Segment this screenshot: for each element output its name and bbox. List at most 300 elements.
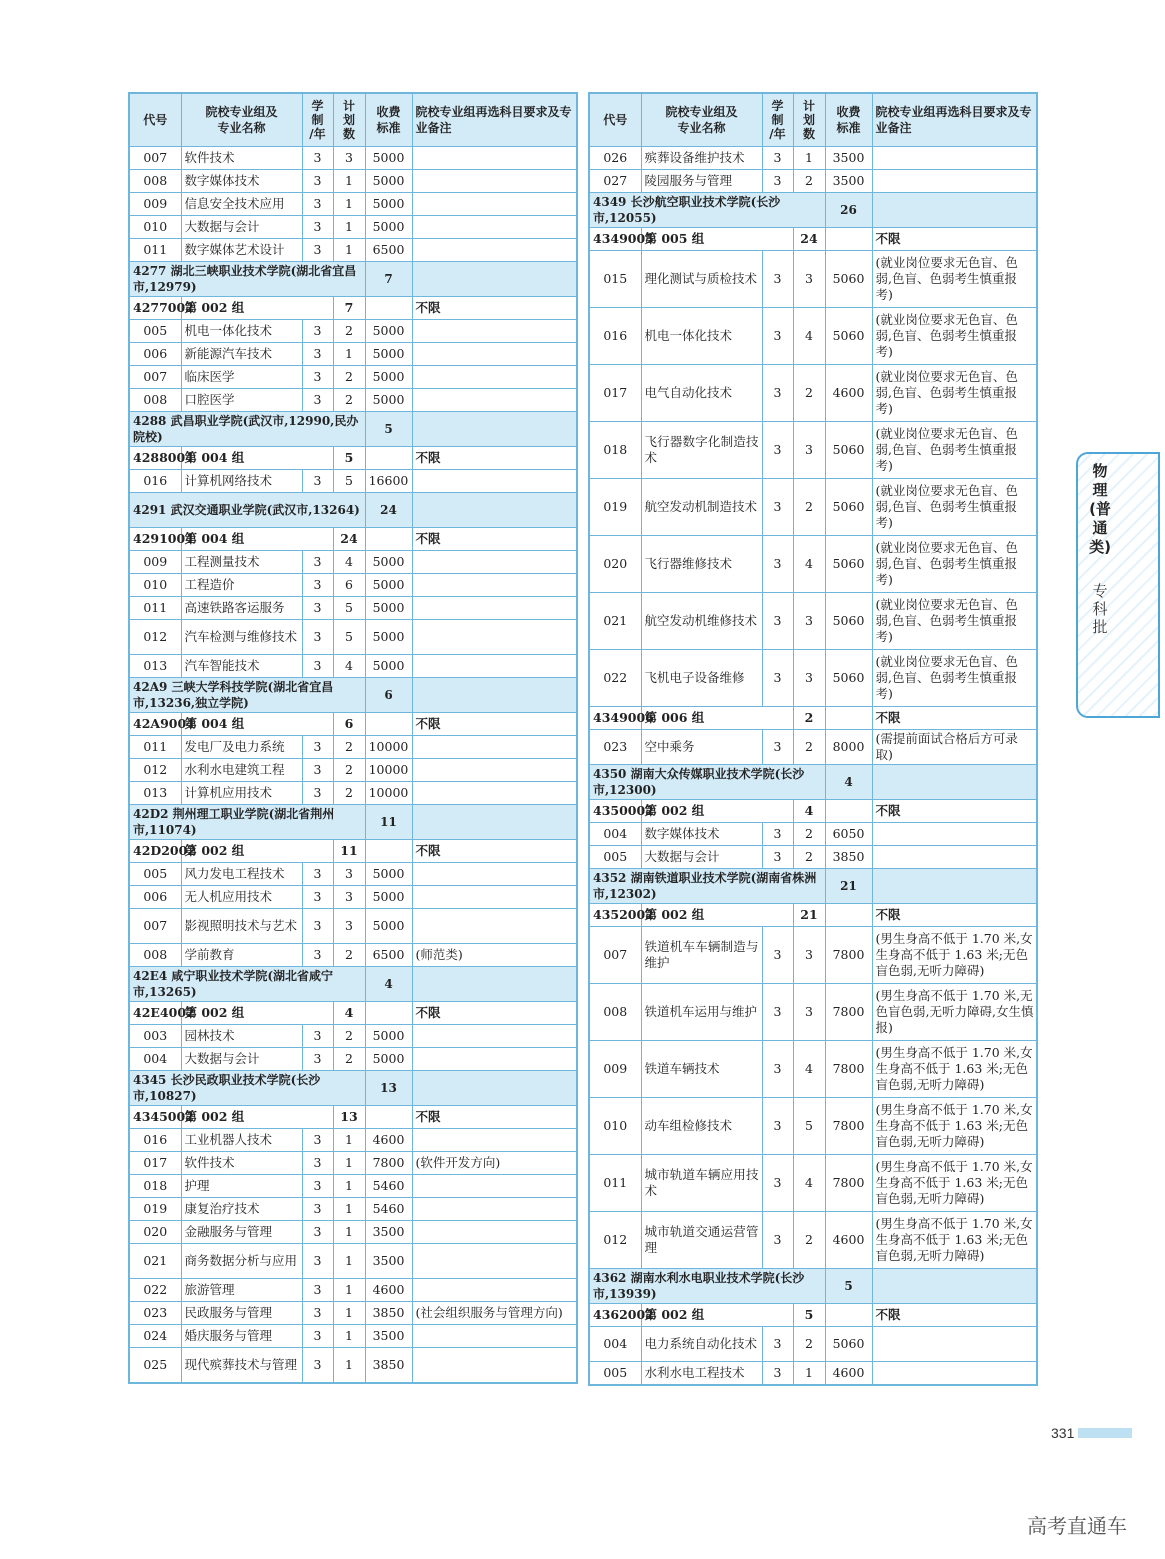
major-name: 飞机电子设备维修 xyxy=(641,650,762,707)
major-code: 012 xyxy=(589,1212,641,1269)
major-plan: 3 xyxy=(333,886,365,909)
major-row xyxy=(129,1129,577,1152)
major-plan: 2 xyxy=(793,365,825,422)
major-code: 012 xyxy=(129,759,181,782)
major-note: (就业岗位要求无色盲、色弱,色盲、色弱考生慎重报考) xyxy=(872,251,1037,308)
major-years: 3 xyxy=(302,1279,333,1302)
major-years: 3 xyxy=(762,1212,793,1269)
major-note xyxy=(412,1025,577,1048)
major-name: 计算机应用技术 xyxy=(181,782,302,805)
school-plan: 26 xyxy=(825,193,872,228)
major-name: 水利水电工程技术 xyxy=(641,1362,762,1385)
group-code: 4349006 xyxy=(589,707,641,730)
major-note xyxy=(412,909,577,944)
major-fee: 5060 xyxy=(825,422,872,479)
major-name: 软件技术 xyxy=(181,147,302,170)
major-fee: 8000 xyxy=(825,730,872,765)
major-plan: 2 xyxy=(333,366,365,389)
major-years: 3 xyxy=(302,1129,333,1152)
major-name: 大数据与会计 xyxy=(181,1048,302,1071)
group-fee-cell xyxy=(825,707,872,730)
major-note xyxy=(412,574,577,597)
major-code: 009 xyxy=(129,551,181,574)
major-code: 017 xyxy=(589,365,641,422)
major-name: 理化测试与质检技术 xyxy=(641,251,762,308)
major-note xyxy=(412,320,577,343)
admission-table-right xyxy=(588,92,1038,1386)
major-code: 010 xyxy=(129,574,181,597)
major-code: 022 xyxy=(129,1279,181,1302)
major-note: (就业岗位要求无色盲、色弱,色盲、色弱考生慎重报考) xyxy=(872,308,1037,365)
major-note xyxy=(412,216,577,239)
major-plan: 2 xyxy=(333,782,365,805)
major-note xyxy=(412,1279,577,1302)
major-code: 013 xyxy=(129,655,181,678)
major-years: 3 xyxy=(302,886,333,909)
major-code: 007 xyxy=(129,366,181,389)
major-name: 无人机应用技术 xyxy=(181,886,302,909)
side-tab-category: 物理(普通类) xyxy=(1089,462,1111,556)
group-plan: 21 xyxy=(793,904,825,927)
major-fee: 5000 xyxy=(365,574,412,597)
major-fee: 7800 xyxy=(365,1152,412,1175)
group-requirement: 不限 xyxy=(872,800,1037,823)
major-code: 006 xyxy=(129,343,181,366)
major-name: 风力发电工程技术 xyxy=(181,863,302,886)
major-code: 022 xyxy=(589,650,641,707)
major-note xyxy=(412,239,577,262)
major-years: 3 xyxy=(302,170,333,193)
major-plan: 1 xyxy=(333,170,365,193)
major-note xyxy=(412,886,577,909)
group-code: 4349005 xyxy=(589,228,641,251)
major-years: 3 xyxy=(302,655,333,678)
major-plan: 4 xyxy=(793,1155,825,1212)
major-row xyxy=(589,251,1037,308)
major-fee: 5060 xyxy=(825,251,872,308)
major-years: 3 xyxy=(302,1048,333,1071)
page-number-bar xyxy=(1078,1428,1132,1438)
major-plan: 4 xyxy=(793,536,825,593)
major-years: 3 xyxy=(762,1327,793,1362)
major-note xyxy=(412,389,577,412)
group-requirement: 不限 xyxy=(872,228,1037,251)
major-fee: 5000 xyxy=(365,366,412,389)
major-row xyxy=(589,422,1037,479)
group-name: 第 002 组 xyxy=(181,1106,333,1129)
major-name: 学前教育 xyxy=(181,944,302,967)
school-row xyxy=(589,869,1037,904)
major-code: 005 xyxy=(589,846,641,869)
major-row xyxy=(129,239,577,262)
major-row xyxy=(129,320,577,343)
group-requirement: 不限 xyxy=(412,840,577,863)
major-row xyxy=(129,1279,577,1302)
major-name: 工业机器人技术 xyxy=(181,1129,302,1152)
major-row xyxy=(589,846,1037,869)
major-plan: 3 xyxy=(793,650,825,707)
major-fee: 5000 xyxy=(365,886,412,909)
school-name: 4291 武汉交通职业学院(武汉市,13264) xyxy=(129,493,365,528)
major-name: 商务数据分析与应用 xyxy=(181,1244,302,1279)
major-row xyxy=(129,216,577,239)
group-code: 4288004 xyxy=(129,447,181,470)
major-fee: 4600 xyxy=(365,1129,412,1152)
major-plan: 1 xyxy=(333,1302,365,1325)
major-fee: 7800 xyxy=(825,1098,872,1155)
major-years: 3 xyxy=(302,620,333,655)
group-requirement: 不限 xyxy=(412,297,577,320)
major-name: 软件技术 xyxy=(181,1152,302,1175)
major-fee: 5460 xyxy=(365,1198,412,1221)
major-row xyxy=(129,470,577,493)
major-years: 3 xyxy=(302,389,333,412)
major-plan: 1 xyxy=(333,1221,365,1244)
major-plan: 3 xyxy=(793,984,825,1041)
school-name: 4350 湖南大众传媒职业技术学院(长沙市,12300) xyxy=(589,765,825,800)
group-name: 第 002 组 xyxy=(181,840,333,863)
major-row xyxy=(129,1302,577,1325)
major-years: 3 xyxy=(762,147,793,170)
major-code: 018 xyxy=(129,1175,181,1198)
major-years: 3 xyxy=(302,193,333,216)
group-requirement: 不限 xyxy=(412,528,577,551)
group-code: 42D2002 xyxy=(129,840,181,863)
group-name: 第 002 组 xyxy=(641,1304,793,1327)
major-code: 021 xyxy=(129,1244,181,1279)
major-fee: 5000 xyxy=(365,909,412,944)
major-plan: 2 xyxy=(793,730,825,765)
major-row xyxy=(129,655,577,678)
major-fee: 5000 xyxy=(365,1025,412,1048)
major-row xyxy=(129,366,577,389)
school-row xyxy=(129,412,577,447)
major-note: (就业岗位要求无色盲、色弱,色盲、色弱考生慎重报考) xyxy=(872,593,1037,650)
group-code: 4277002 xyxy=(129,297,181,320)
major-fee: 3500 xyxy=(365,1244,412,1279)
major-code: 010 xyxy=(129,216,181,239)
major-years: 3 xyxy=(302,1152,333,1175)
major-name: 汽车检测与维修技术 xyxy=(181,620,302,655)
school-name: 4349 长沙航空职业技术学院(长沙市,12055) xyxy=(589,193,825,228)
major-years: 3 xyxy=(302,759,333,782)
major-name: 金融服务与管理 xyxy=(181,1221,302,1244)
group-row xyxy=(129,840,577,863)
table-header-row xyxy=(129,93,577,147)
major-plan: 5 xyxy=(333,597,365,620)
major-plan: 1 xyxy=(333,1129,365,1152)
school-fee-cell xyxy=(412,805,577,840)
group-plan: 7 xyxy=(333,297,365,320)
major-years: 3 xyxy=(302,1175,333,1198)
major-name: 数字媒体技术 xyxy=(641,823,762,846)
major-years: 3 xyxy=(302,574,333,597)
major-fee: 5000 xyxy=(365,551,412,574)
major-plan: 2 xyxy=(333,320,365,343)
major-years: 3 xyxy=(302,944,333,967)
school-fee-cell xyxy=(412,1071,577,1106)
major-fee: 5000 xyxy=(365,193,412,216)
major-years: 3 xyxy=(302,470,333,493)
major-years: 3 xyxy=(762,422,793,479)
major-note xyxy=(412,1348,577,1383)
major-fee: 5460 xyxy=(365,1175,412,1198)
major-note xyxy=(412,470,577,493)
major-name: 水利水电建筑工程 xyxy=(181,759,302,782)
major-row xyxy=(129,886,577,909)
major-note xyxy=(872,1327,1037,1362)
major-row xyxy=(589,365,1037,422)
major-plan: 4 xyxy=(333,655,365,678)
header-name: 院校专业组及 专业名称 xyxy=(181,93,302,147)
major-years: 3 xyxy=(302,736,333,759)
major-name: 航空发动机维修技术 xyxy=(641,593,762,650)
major-years: 3 xyxy=(302,551,333,574)
major-years: 3 xyxy=(762,823,793,846)
major-name: 空中乘务 xyxy=(641,730,762,765)
major-code: 004 xyxy=(589,823,641,846)
major-note xyxy=(412,1221,577,1244)
major-name: 数字媒体技术 xyxy=(181,170,302,193)
group-plan: 5 xyxy=(793,1304,825,1327)
group-requirement: 不限 xyxy=(412,1106,577,1129)
group-row xyxy=(129,297,577,320)
major-fee: 3500 xyxy=(365,1325,412,1348)
major-row xyxy=(129,597,577,620)
watermark: 高考直通车 xyxy=(1027,1514,1127,1538)
group-row xyxy=(589,228,1037,251)
major-plan: 2 xyxy=(793,846,825,869)
major-plan: 2 xyxy=(793,479,825,536)
school-plan: 6 xyxy=(365,678,412,713)
major-plan: 4 xyxy=(793,1041,825,1098)
school-plan: 4 xyxy=(825,765,872,800)
school-plan: 13 xyxy=(365,1071,412,1106)
major-plan: 1 xyxy=(333,1198,365,1221)
major-fee: 5000 xyxy=(365,343,412,366)
major-note xyxy=(412,1175,577,1198)
section-side-tab xyxy=(1076,452,1160,718)
major-note xyxy=(412,736,577,759)
major-note: (师范类) xyxy=(412,944,577,967)
major-note xyxy=(412,366,577,389)
major-years: 3 xyxy=(302,1025,333,1048)
major-fee: 3500 xyxy=(825,170,872,193)
major-note xyxy=(412,193,577,216)
major-note: (社会组织服务与管理方向) xyxy=(412,1302,577,1325)
major-note xyxy=(412,1244,577,1279)
major-row xyxy=(129,1175,577,1198)
major-name: 大数据与会计 xyxy=(181,216,302,239)
major-name: 铁道机车运用与维护 xyxy=(641,984,762,1041)
school-plan: 5 xyxy=(365,412,412,447)
major-code: 012 xyxy=(129,620,181,655)
group-fee-cell xyxy=(365,297,412,320)
major-fee: 3850 xyxy=(365,1348,412,1383)
major-fee: 3500 xyxy=(825,147,872,170)
group-row xyxy=(129,528,577,551)
group-row xyxy=(589,904,1037,927)
school-row xyxy=(129,678,577,713)
major-name: 飞行器维修技术 xyxy=(641,536,762,593)
group-requirement: 不限 xyxy=(872,904,1037,927)
group-row xyxy=(129,1106,577,1129)
major-years: 3 xyxy=(762,927,793,984)
school-fee-cell xyxy=(412,493,577,528)
major-name: 汽车智能技术 xyxy=(181,655,302,678)
major-years: 3 xyxy=(302,343,333,366)
page-number: 331 xyxy=(1051,1425,1075,1441)
group-row xyxy=(129,1002,577,1025)
major-code: 005 xyxy=(589,1362,641,1385)
major-fee: 5000 xyxy=(365,389,412,412)
group-fee-cell xyxy=(365,1106,412,1129)
group-name: 第 004 组 xyxy=(181,447,333,470)
major-years: 3 xyxy=(302,1198,333,1221)
major-code: 011 xyxy=(129,239,181,262)
major-code: 016 xyxy=(129,470,181,493)
side-tab-batch: 专科批 xyxy=(1092,582,1108,636)
major-note xyxy=(412,551,577,574)
major-years: 3 xyxy=(762,536,793,593)
major-years: 3 xyxy=(302,909,333,944)
major-row xyxy=(129,574,577,597)
major-fee: 4600 xyxy=(825,1362,872,1385)
major-code: 009 xyxy=(129,193,181,216)
major-plan: 2 xyxy=(793,170,825,193)
group-fee-cell xyxy=(365,713,412,736)
major-fee: 6500 xyxy=(365,944,412,967)
major-note: (就业岗位要求无色盲、色弱,色盲、色弱考生慎重报考) xyxy=(872,365,1037,422)
major-code: 018 xyxy=(589,422,641,479)
major-code: 016 xyxy=(129,1129,181,1152)
major-name: 铁道车辆技术 xyxy=(641,1041,762,1098)
major-years: 3 xyxy=(762,650,793,707)
school-plan: 21 xyxy=(825,869,872,904)
school-plan: 4 xyxy=(365,967,412,1002)
major-plan: 2 xyxy=(333,1025,365,1048)
major-years: 3 xyxy=(302,782,333,805)
major-fee: 5000 xyxy=(365,597,412,620)
major-name: 民政服务与管理 xyxy=(181,1302,302,1325)
major-code: 017 xyxy=(129,1152,181,1175)
major-row xyxy=(129,1244,577,1279)
header-requirements: 院校专业组再选科目要求及专业备注 xyxy=(412,93,577,147)
major-fee: 5060 xyxy=(825,1327,872,1362)
major-years: 3 xyxy=(762,730,793,765)
major-row xyxy=(589,1098,1037,1155)
major-note xyxy=(412,863,577,886)
major-fee: 4600 xyxy=(825,365,872,422)
group-fee-cell xyxy=(825,800,872,823)
major-note xyxy=(412,1129,577,1152)
major-plan: 1 xyxy=(333,239,365,262)
school-plan: 24 xyxy=(365,493,412,528)
group-plan: 24 xyxy=(793,228,825,251)
major-name: 发电厂及电力系统 xyxy=(181,736,302,759)
major-code: 023 xyxy=(589,730,641,765)
major-note xyxy=(412,655,577,678)
major-name: 城市轨道车辆应用技术 xyxy=(641,1155,762,1212)
major-plan: 1 xyxy=(333,1325,365,1348)
major-name: 电力系统自动化技术 xyxy=(641,1327,762,1362)
major-code: 026 xyxy=(589,147,641,170)
group-row xyxy=(589,707,1037,730)
school-name: 42A9 三峡大学科技学院(湖北省宜昌市,13236,独立学院) xyxy=(129,678,365,713)
major-code: 015 xyxy=(589,251,641,308)
header-plan: 计 划 数 xyxy=(793,93,825,147)
major-fee: 7800 xyxy=(825,984,872,1041)
header-requirements: 院校专业组再选科目要求及专业备注 xyxy=(872,93,1037,147)
major-note xyxy=(412,170,577,193)
group-code: 4352002 xyxy=(589,904,641,927)
major-years: 3 xyxy=(762,1041,793,1098)
major-plan: 2 xyxy=(333,1048,365,1071)
group-name: 第 002 组 xyxy=(641,800,793,823)
group-name: 第 004 组 xyxy=(181,528,333,551)
major-note: (男生身高不低于 1.70 米,女生身高不低于 1.63 米;无色盲色弱,无听力障碍) xyxy=(872,1212,1037,1269)
major-code: 023 xyxy=(129,1302,181,1325)
major-years: 3 xyxy=(302,863,333,886)
school-name: 42E4 咸宁职业技术学院(湖北省咸宁市,13265) xyxy=(129,967,365,1002)
major-fee: 5000 xyxy=(365,216,412,239)
major-row xyxy=(589,823,1037,846)
school-fee-cell xyxy=(872,1269,1037,1304)
major-plan: 2 xyxy=(333,389,365,412)
major-plan: 1 xyxy=(333,1152,365,1175)
school-fee-cell xyxy=(412,967,577,1002)
major-note: (男生身高不低于 1.70 米,无色盲色弱,无听力障碍,女生慎报) xyxy=(872,984,1037,1041)
major-name: 陵园服务与管理 xyxy=(641,170,762,193)
major-note: (男生身高不低于 1.70 米,女生身高不低于 1.63 米;无色盲色弱,无听力障碍) xyxy=(872,1155,1037,1212)
major-fee: 5060 xyxy=(825,650,872,707)
major-plan: 2 xyxy=(333,736,365,759)
group-name: 第 002 组 xyxy=(181,1002,333,1025)
major-years: 3 xyxy=(302,1221,333,1244)
major-plan: 2 xyxy=(333,944,365,967)
major-row xyxy=(589,1155,1037,1212)
major-years: 3 xyxy=(762,984,793,1041)
major-note xyxy=(412,759,577,782)
major-plan: 1 xyxy=(333,1244,365,1279)
major-row xyxy=(129,1325,577,1348)
major-row xyxy=(589,650,1037,707)
major-note xyxy=(412,1325,577,1348)
major-plan: 4 xyxy=(333,551,365,574)
major-years: 3 xyxy=(302,597,333,620)
major-row xyxy=(129,944,577,967)
major-row xyxy=(129,1221,577,1244)
major-code: 007 xyxy=(129,147,181,170)
major-name: 园林技术 xyxy=(181,1025,302,1048)
group-code: 4345002 xyxy=(129,1106,181,1129)
major-code: 008 xyxy=(129,944,181,967)
group-code: 42E4002 xyxy=(129,1002,181,1025)
major-code: 010 xyxy=(589,1098,641,1155)
major-row xyxy=(129,1025,577,1048)
major-note xyxy=(872,1362,1037,1385)
major-code: 027 xyxy=(589,170,641,193)
major-fee: 7800 xyxy=(825,1041,872,1098)
major-row xyxy=(129,551,577,574)
major-code: 020 xyxy=(129,1221,181,1244)
major-name: 数字媒体艺术设计 xyxy=(181,239,302,262)
school-fee-cell xyxy=(872,765,1037,800)
major-name: 旅游管理 xyxy=(181,1279,302,1302)
major-fee: 5000 xyxy=(365,170,412,193)
major-name: 计算机网络技术 xyxy=(181,470,302,493)
major-plan: 1 xyxy=(333,1175,365,1198)
